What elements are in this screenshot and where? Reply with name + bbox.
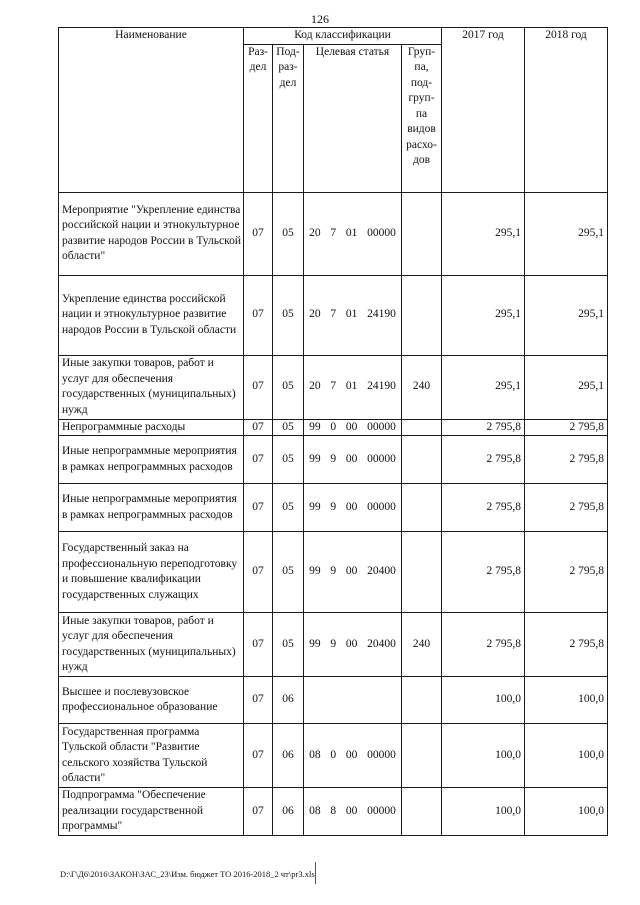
subsection-cell: 05 bbox=[273, 275, 304, 355]
target-article-cell: 20 7 01 24190 bbox=[304, 355, 402, 419]
amount-2017-cell: 2 795,8 bbox=[442, 419, 525, 436]
target-article-cell: 08 0 00 00000 bbox=[304, 724, 402, 788]
target-article-cell: 99 9 00 00000 bbox=[304, 436, 402, 484]
amount-2017-cell: 295,1 bbox=[442, 275, 525, 355]
subsection-cell: 05 bbox=[273, 192, 304, 275]
name-cell: Укрепление единства российской нации и этнокультурное развитие народов России в Тульской области bbox=[59, 275, 244, 355]
section-cell: 07 bbox=[244, 192, 273, 275]
name-cell: Государственная программа Тульской области "Развитие сельского хозяйства Тульской области" bbox=[59, 724, 244, 788]
section-cell: 07 bbox=[244, 724, 273, 788]
subsection-cell: 05 bbox=[273, 355, 304, 419]
table-row bbox=[59, 275, 608, 355]
amount-2017-cell: 100,0 bbox=[442, 788, 525, 836]
table-row bbox=[59, 788, 608, 836]
expense-type-cell bbox=[402, 677, 442, 724]
expense-type-cell: 240 bbox=[402, 613, 442, 677]
table-row bbox=[59, 677, 608, 724]
amount-2017-cell: 2 795,8 bbox=[442, 436, 525, 484]
subsection-cell: 05 bbox=[273, 613, 304, 677]
section-cell: 07 bbox=[244, 355, 273, 419]
expense-type-cell bbox=[402, 436, 442, 484]
amount-2017-cell: 295,1 bbox=[442, 192, 525, 275]
amount-2018-cell: 2 795,8 bbox=[525, 613, 608, 677]
subsection-cell: 06 bbox=[273, 677, 304, 724]
name-cell: Мероприятие "Укрепление единства российской нации и этнокультурное развитие народов России в Тульской области" bbox=[59, 192, 244, 275]
amount-2018-cell: 100,0 bbox=[525, 788, 608, 836]
name-cell: Иные непрограммные мероприятия в рамках непрограммных расходов bbox=[59, 484, 244, 532]
target-article-cell: 20 7 01 24190 bbox=[304, 275, 402, 355]
column-header-classification: Код классификации bbox=[244, 28, 442, 45]
expense-type-cell bbox=[402, 532, 442, 613]
subsection-cell: 05 bbox=[273, 436, 304, 484]
target-article-cell bbox=[304, 677, 402, 724]
name-cell: Иные непрограммные мероприятия в рамках непрограммных расходов bbox=[59, 436, 244, 484]
section-cell: 07 bbox=[244, 613, 273, 677]
subsection-cell: 05 bbox=[273, 532, 304, 613]
section-cell: 07 bbox=[244, 677, 273, 724]
amount-2017-cell: 100,0 bbox=[442, 724, 525, 788]
amount-2018-cell: 2 795,8 bbox=[525, 484, 608, 532]
column-header-expense-group: Груп- па, под- груп- па видов расхо- дов bbox=[406, 45, 437, 166]
section-cell: 07 bbox=[244, 436, 273, 484]
subsection-cell: 05 bbox=[273, 419, 304, 436]
table-row bbox=[59, 532, 608, 613]
target-article-cell: 99 0 00 00000 bbox=[304, 419, 402, 436]
expense-type-cell bbox=[402, 724, 442, 788]
amount-2017-cell: 2 795,8 bbox=[442, 532, 525, 613]
expense-type-cell bbox=[402, 788, 442, 836]
amount-2018-cell: 295,1 bbox=[525, 192, 608, 275]
table-row bbox=[59, 419, 608, 436]
amount-2017-cell: 295,1 bbox=[442, 355, 525, 419]
expense-type-cell bbox=[402, 192, 442, 275]
section-cell: 07 bbox=[244, 275, 273, 355]
table-row bbox=[59, 192, 608, 275]
target-article-cell: 99 9 00 20400 bbox=[304, 613, 402, 677]
expense-type-cell bbox=[402, 275, 442, 355]
amount-2017-cell: 2 795,8 bbox=[442, 613, 525, 677]
table-row bbox=[59, 436, 608, 484]
name-cell: Высшее и послевузовское профессиональное образование bbox=[59, 677, 244, 724]
expense-type-cell bbox=[402, 484, 442, 532]
name-cell: Иные закупки товаров, работ и услуг для обеспечения государственных (муниципальных) нужд bbox=[59, 355, 244, 419]
section-cell: 07 bbox=[244, 419, 273, 436]
page-number: 126 bbox=[311, 12, 329, 26]
target-article-cell: 99 9 00 00000 bbox=[304, 484, 402, 532]
column-header-section: Раз- дел bbox=[248, 45, 268, 73]
name-cell: Иные закупки товаров, работ и услуг для обеспечения государственных (муниципальных) нужд bbox=[59, 613, 244, 677]
table-row bbox=[59, 724, 608, 788]
column-header-target-article: Целевая статья bbox=[315, 45, 390, 58]
expense-type-cell: 240 bbox=[402, 355, 442, 419]
column-header-subsection: Под- раз- дел bbox=[276, 45, 300, 89]
subsection-cell: 06 bbox=[273, 724, 304, 788]
section-cell: 07 bbox=[244, 532, 273, 613]
amount-2018-cell: 2 795,8 bbox=[525, 419, 608, 436]
amount-2018-cell: 100,0 bbox=[525, 724, 608, 788]
name-cell: Государственный заказ на профессиональную переподготовку и повышение квалификации государственных служащих bbox=[59, 532, 244, 613]
target-article-cell: 99 9 00 20400 bbox=[304, 532, 402, 613]
column-header-name: Наименование bbox=[59, 28, 244, 193]
subsection-cell: 05 bbox=[273, 484, 304, 532]
amount-2018-cell: 2 795,8 bbox=[525, 532, 608, 613]
target-article-cell: 08 8 00 00000 bbox=[304, 788, 402, 836]
amount-2018-cell: 100,0 bbox=[525, 677, 608, 724]
section-cell: 07 bbox=[244, 484, 273, 532]
footer-file-path: D:\Г\Д6\2016\ЗАКОН\ЗАС_23\Изм. бюджет ТО 2016-2018_2 чт\pr3.xls bbox=[60, 869, 315, 879]
column-header-2017: 2017 год bbox=[442, 28, 525, 193]
amount-2017-cell: 100,0 bbox=[442, 677, 525, 724]
target-article-cell: 20 7 01 00000 bbox=[304, 192, 402, 275]
name-cell: Подпрограмма "Обеспечение реализации государственной программы" bbox=[59, 788, 244, 836]
expense-type-cell bbox=[402, 419, 442, 436]
amount-2018-cell: 295,1 bbox=[525, 355, 608, 419]
budget-table bbox=[58, 27, 608, 836]
amount-2018-cell: 295,1 bbox=[525, 275, 608, 355]
name-cell: Непрограммные расходы bbox=[59, 419, 244, 436]
table-row bbox=[59, 484, 608, 532]
footer-mark bbox=[315, 862, 316, 884]
amount-2017-cell: 2 795,8 bbox=[442, 484, 525, 532]
amount-2018-cell: 2 795,8 bbox=[525, 436, 608, 484]
subsection-cell: 06 bbox=[273, 788, 304, 836]
table-row bbox=[59, 613, 608, 677]
section-cell: 07 bbox=[244, 788, 273, 836]
column-header-2018: 2018 год bbox=[525, 28, 608, 193]
table-row bbox=[59, 355, 608, 419]
